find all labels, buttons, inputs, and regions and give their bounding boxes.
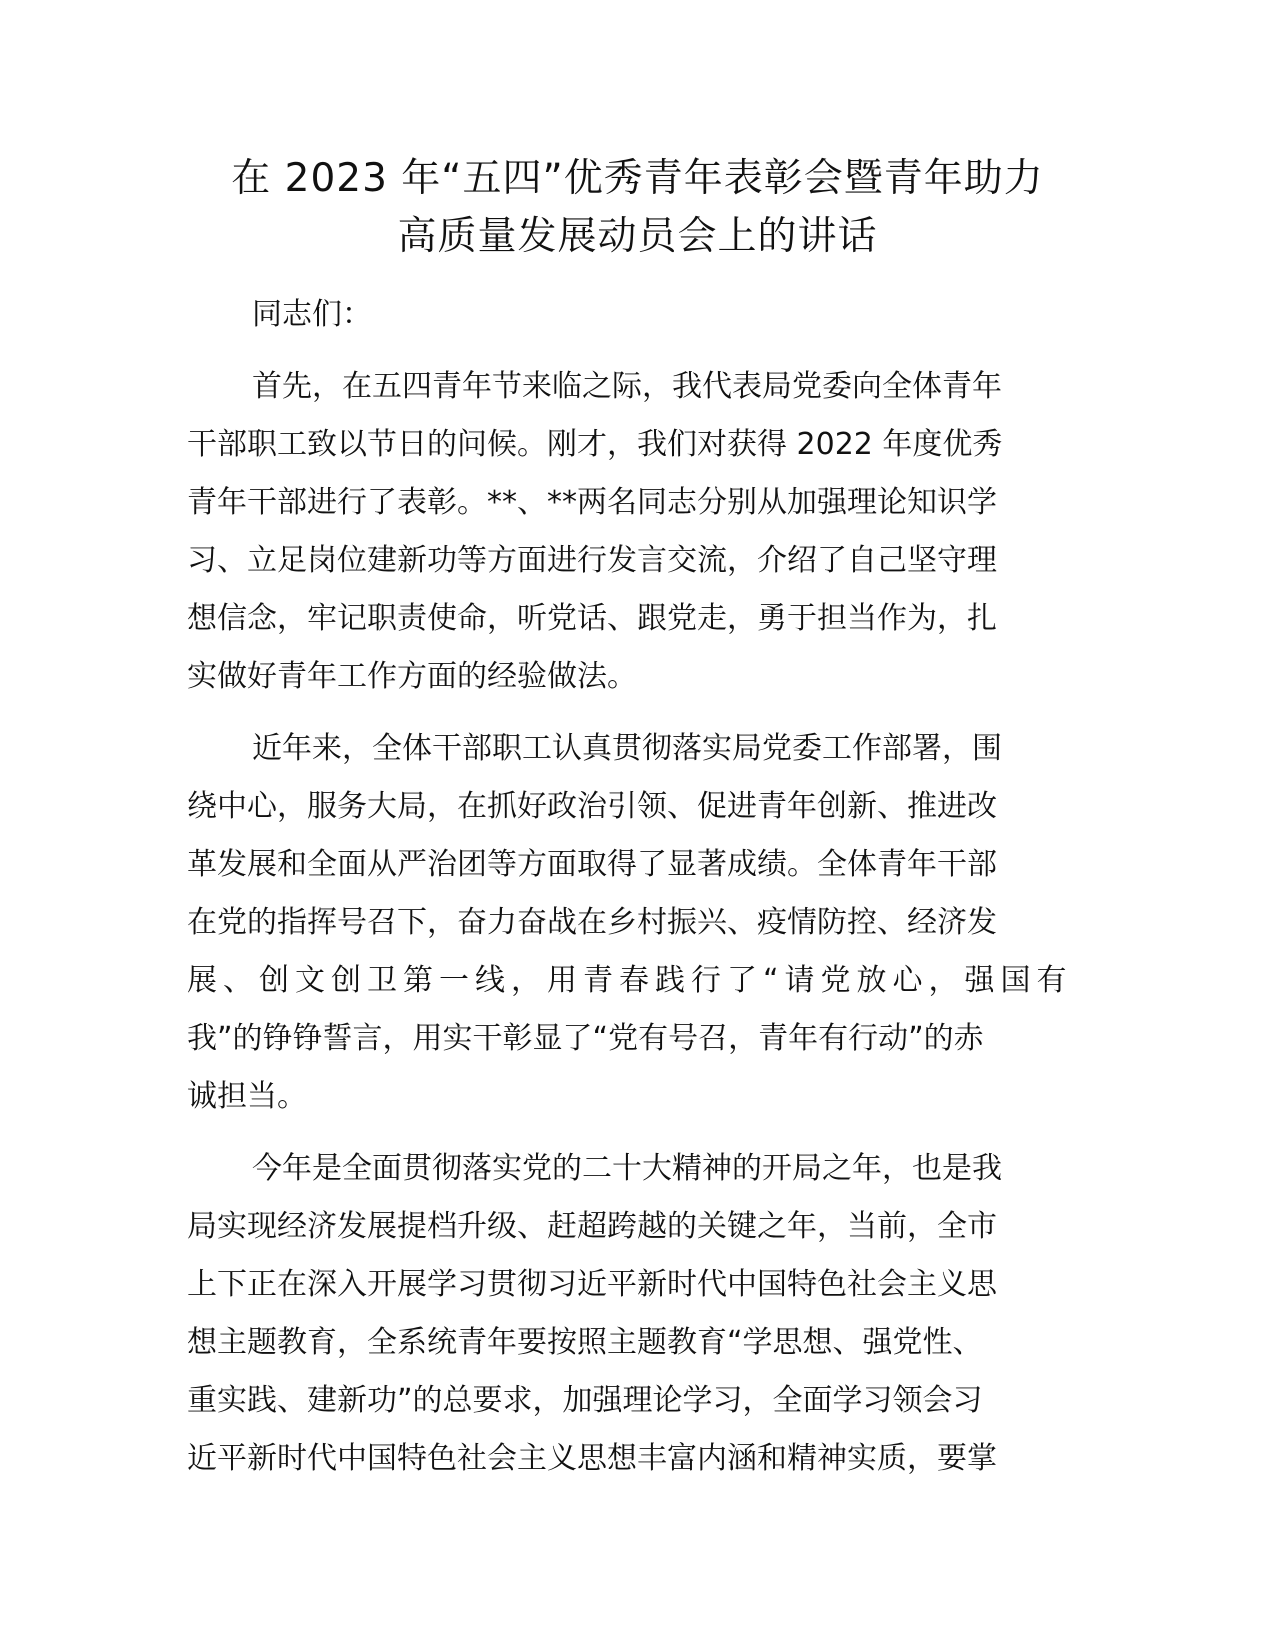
- paragraph-line: 重实践、建新功”的总要求，加强理论学习，全面学习领会习: [187, 1383, 983, 1418]
- paragraph-line: 革发展和全面从严治团等方面取得了显著成绩。全体青年干部: [187, 847, 997, 882]
- paragraph-line: 我”的铮铮誓言，用实干彰显了“党有号召，青年有行动”的赤: [187, 1021, 984, 1056]
- paragraph-line: 绕中心，服务大局，在抓好政治引领、促进青年创新、推进改: [187, 789, 997, 824]
- title-line-1: 在 2023 年“五四”优秀青年表彰会暨青年助力: [231, 156, 1044, 201]
- paragraph-1: [187, 358, 1087, 706]
- paragraph-line: 近平新时代中国特色社会主义思想丰富内涵和精神实质，要掌: [187, 1441, 997, 1476]
- paragraph-line: 今年是全面贯彻落实党的二十大精神的开局之年，也是我: [252, 1151, 1002, 1186]
- document-title: [150, 150, 1125, 266]
- document-body: [187, 286, 1087, 1502]
- paragraph-line: 实做好青年工作方面的经验做法。: [187, 659, 637, 694]
- title-line-2: 高质量发展动员会上的讲话: [397, 214, 878, 259]
- paragraph-line: 在党的指挥号召下，奋力奋战在乡村振兴、疫情防控、经济发: [187, 905, 997, 940]
- paragraph-line: 上下正在深入开展学习贯彻习近平新时代中国特色社会主义思: [187, 1267, 997, 1302]
- salutation: 同志们：: [252, 297, 372, 332]
- paragraph-line: 习、立足岗位建新功等方面进行发言交流，介绍了自己坚守理: [187, 543, 997, 578]
- paragraph-line: 青年干部进行了表彰。**、**两名同志分别从加强理论知识学: [187, 485, 997, 520]
- paragraph-line: 近年来，全体干部职工认真贯彻落实局党委工作部署，围: [252, 731, 1002, 766]
- paragraph-line: 诚担当。: [187, 1079, 307, 1114]
- paragraph-line: 首先，在五四青年节来临之际，我代表局党委向全体青年: [252, 369, 1002, 404]
- paragraph-2: [187, 720, 1087, 1126]
- paragraph-3: [187, 1140, 1087, 1488]
- paragraph-line: 想信念，牢记职责使命，听党话、跟党走，勇于担当作为，扎: [187, 601, 997, 636]
- paragraph-line: 干部职工致以节日的问候。刚才，我们对获得 2022 年度优秀: [187, 427, 1003, 462]
- paragraph-line: 想主题教育，全系统青年要按照主题教育“学思想、强党性、: [187, 1325, 983, 1360]
- paragraph-line: 展、创文创卫第一线，用青春践行了“请党放心，强国有: [187, 963, 1073, 998]
- paragraph-line: 局实现经济发展提档升级、赶超跨越的关键之年，当前，全市: [187, 1209, 997, 1244]
